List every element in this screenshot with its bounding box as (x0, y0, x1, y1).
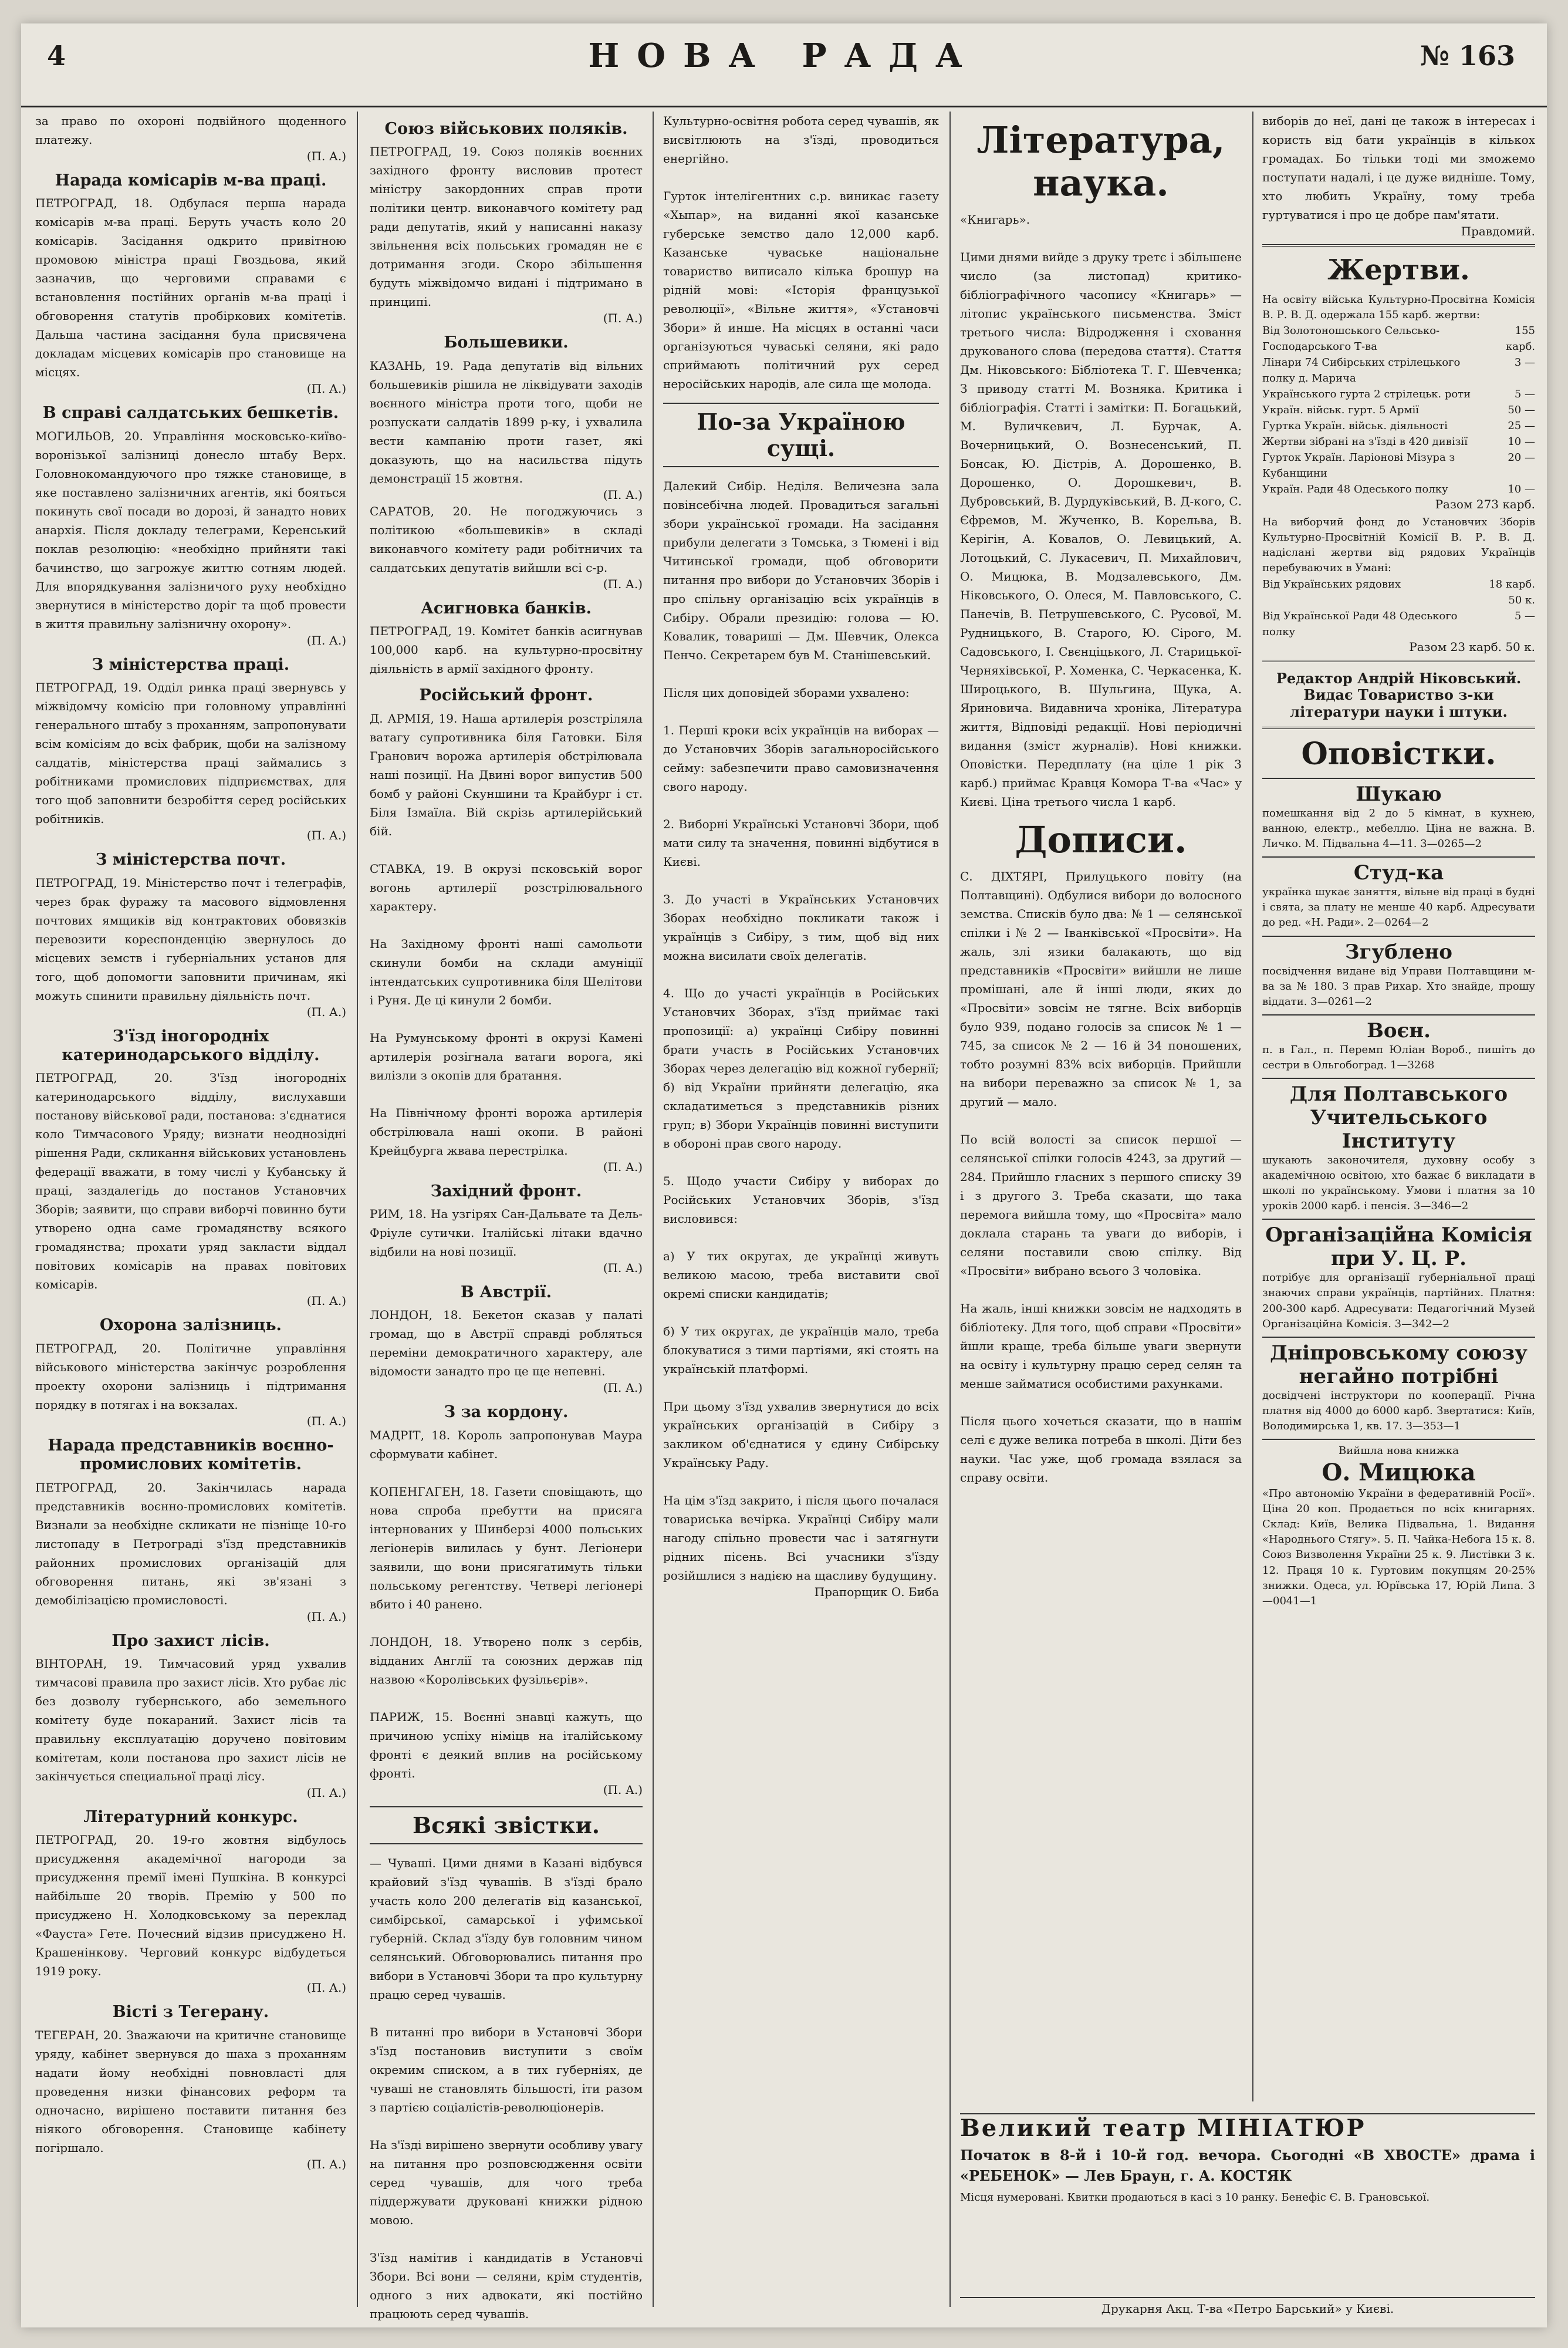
theatre-note: Місця нумеровані. Квитки продаються в касі з 10 ранку. Бенефіс Є. В. Грановської. (960, 2191, 1430, 2204)
article-list (663, 112, 939, 393)
newspaper-title: НОВА РАДА (588, 36, 980, 75)
book-ad-text: «Про автономію України в федеративній Росії». Ціна 20 коп. Продається по всіх книгарнях. Склад: Київ, Велика Підвальна, 1. Видання «Народнього Стягу». 5. П. Чайка-Небога 15 к. 8. Союз Визволення України 25 к. 9. Листівки 3 к. 12. Праця 10 к. Гуртовим покупцям 20-25% знижки. Одеса, ул. Юрївська 17, Юрій Липа. 3—0041—1 (1262, 1487, 1535, 1607)
amount: 155 карб. (1505, 325, 1535, 353)
classified-ad (1262, 1078, 1535, 1214)
column-divider (1252, 112, 1253, 2101)
article-heading: З міністерства праці. (92, 655, 290, 674)
article (35, 1436, 346, 1624)
article-body: ПЕТРОГРАД, 19. Комітет банків асигнував 100,000 карб. на культурно-просвітну діяльність в армії західного фронту. (370, 624, 643, 676)
donations-intro: На освіту війська Культурно-Просвітна Комісія В. Р. В. Д. одержала 155 карб. жертви: (1262, 294, 1535, 322)
donations-list (1262, 323, 1535, 497)
article (663, 112, 939, 393)
article-body: ТЕГЕРАН, 20. Зважаючи на критичне становище уряду, кабінет звернувся до шаха з проханням надати йому необхідні повновласті для проведення низки фінансових реформ та одночасно, вирішено поставити питання без ніякого обговорення. Становище кабінету погіршало. (35, 2027, 346, 2155)
article (663, 477, 939, 1599)
article-body: за право по охороні подвійного щоденного платежу. (35, 114, 346, 147)
classified-ad (1262, 1219, 1535, 1331)
article-heading: Російський фронт. (419, 686, 593, 705)
article-body: ПЕТРОГРАД, 20. Політичне управління військового міністерства закінчує розроблення проекту охорони залізниць і підтримання порядку в потягах і на вокзалах. (35, 1341, 346, 1412)
donations2-intro: На виборчий фонд до Установчих Зборів Культурно-Просвітній Комісії В. Р. В. Д. надіслані жертви від рядових Українців перебуваючих в Умані: (1262, 516, 1535, 575)
column-4 (960, 112, 1242, 2107)
article-signature: (П. А.) (603, 487, 643, 502)
ad-body: досвідчені інструктори по кооперації. Річна платня від 4000 до 6000 карб. Звертатися: Київ, Володимирська 1, кв. 17. 3—353—1 (1262, 1389, 1535, 1432)
donor: Від Українських рядових (1262, 578, 1401, 591)
article-signature: (П. А.) (603, 1159, 643, 1174)
section-heading: По-за Україною сущі. (663, 403, 939, 467)
article (960, 210, 1242, 811)
section-heading: Жертви. (1327, 254, 1470, 286)
book-ad-author: О. Мицюка (1322, 1459, 1476, 1487)
ad-heading: Організаційна Комісія при У. Ц. Р. (1265, 1223, 1532, 1271)
printer-footer: Друкарня Акц. Т-ва «Петро Барський» у Києві. (960, 2297, 1535, 2316)
donation-row (1262, 323, 1535, 355)
article-signature: (П. А.) (306, 2157, 346, 2171)
article-heading: Нарада представників воєнно-промислових комітетів. (48, 1436, 334, 1474)
article (370, 1403, 643, 1796)
section-heading: Всякі звістки. (370, 1806, 643, 1844)
amount: 50 — (1508, 404, 1535, 417)
article (35, 404, 346, 647)
donations-list (1262, 576, 1535, 640)
column-divider (653, 112, 654, 2307)
article-list (370, 1854, 643, 2323)
donor: Жертви зібрані на з'їзді в 420 дивізії (1262, 436, 1468, 448)
classified-ad (1262, 778, 1535, 852)
article-heading: Нарада комісарів м-ва праці. (55, 171, 327, 190)
theatre-ad (960, 2113, 1535, 2205)
donation-row (1262, 576, 1535, 608)
column-2 (370, 112, 643, 2321)
donation-row (1262, 608, 1535, 640)
donation-row (1262, 386, 1535, 402)
article-heading: Про захист лісів. (111, 1631, 270, 1650)
article (370, 686, 643, 1173)
article-body: ПЕТРОГРАД, 19. Одділ ринка праці звернувсь у міжвідомчу комісію при головному управлінні генерального штабу з проханням, запропонувати всім комісіям до всіх фабрик, щоби на залізному салдатів, міністерства праці займались з робітниками промислових підприємствах, для того щоб заповнити безробіття серед російських робітників. (35, 680, 346, 826)
article-body: КАЗАНЬ, 19. Рада депутатів від вільних большевиків рішила не ліквідувати заходів воєнного міністра проти того, щоби не розпускати салдатів 1899 р-ку, і ухвалила вести кампанію проти газет, які доказують, що на насильства підуть демонстрації 15 жовтня. (370, 358, 643, 485)
donor: Україн. військ. гурт. 5 Армії (1262, 404, 1419, 417)
article (35, 112, 346, 163)
section-heading: Оповістки. (1301, 736, 1496, 772)
classified-ad (1262, 1337, 1535, 1434)
article-signature: (П. А.) (603, 576, 643, 591)
article-heading: Охорона залізниць. (100, 1316, 282, 1335)
amount: 18 карб. 50 к. (1489, 578, 1535, 606)
ad-body: українка шукає заняття, вільне від праці в будні і свята, за плату не менше 40 карб. Адресувати до ред. «Н. Ради». 2—0264—2 (1262, 886, 1535, 929)
article-signature: (П. А.) (306, 828, 346, 843)
article-body: ПЕТРОГРАД, 20. Закінчилась нарада представників воєнно-промислових комітетів. Визнали за необхідне скликати не пізніще 10-го листопаду в Петрограді з'їзд представників районних промислових організацій для обговорення питань, які зв'язані з демобілізацією промисловості. (35, 1480, 346, 1607)
section-heading: Дописи. (1015, 818, 1187, 861)
article-heading: В Австрії. (461, 1283, 552, 1301)
article (370, 1854, 643, 2323)
article-signature: (П. А.) (603, 1782, 643, 1797)
article-body: ПЕТРОГРАД, 20. З'їзд іногородніх катеринодарського відділу, вислухавши постанову військової ради, постанова: з'єднатися коло Тимчасового Уряду; визнати неоднозідні рішення Ради, скликання військових установлень федерації вважати, в тому числі у Кубанську й праці, заздалегідь до постанов Установчих Зборів; заявити, що справи виборчі повинно бути утворено одна саме громадянству всякого громадянства; прохати уряд закласти віддал повітових комісарів на правах повітових комісарів. (35, 1071, 346, 1292)
donation-row (1262, 481, 1535, 497)
article-body: МОГИЛЬОВ, 20. Управління московсько-київо-воронізької залізниці донесло штабу Верх. Головнокомандуючого про тяжке становище, в яке поставлено залізничних агентів, які бояться покинуть свої посади во дорозі, й занадто нових анархія. Після докладу телеграми, Керенський поклав резолюцію: «необхідно прийняти такі бачинство, що загрожує життю сотням людей. Для впорядкування залізничого руху необхідно звернутися в міністерство доріг та щоб провести в життя правильну залізничну охорону». (35, 429, 346, 631)
article-body: Д. АРМІЯ, 19. Наша артилерія розстріляла ватагу супротивника біля Гатовки. Біля Гранович ворожа артилерія обстрілювала наші позиції. На Двині ворог випустив 500 бомб у районі Скуншини та Крайбург і ст. Біля Ізмаїла. Вій скрізь артилерійський бій. СТАВКА, 19. В окрузі псковській ворог вогонь артилерії розстрілювального характеру. На Західному фронті наші самольоти скинули бомби на склади амуніції інтендатських супротивника біля Шелітови і Руня. Де ці кинули 2 бомби. На Румунському фронті в окрузі Камені артилерія розігнала ватаги ворога, які вилізли з окопів для братання. На Північному фронті ворожа артилерія обстрілювала наші окопи. В районі Крейцбурга жвава перестрілка. (370, 711, 643, 1158)
column-1 (35, 112, 346, 2310)
donation-row (1262, 355, 1535, 386)
article (35, 2003, 346, 2171)
column-3 (663, 112, 939, 2310)
article-heading: Союз військових поляків. (384, 120, 628, 138)
article-heading: Асигновка банків. (420, 599, 592, 618)
article-body: «Книгарь». Цими днями вийде з друку третє і збільшене число (за листопад) критико-бібліографічного часопису «Книгарь» — літопис українського письменства. Зміст третього числа: Відродження і сховання друкованого слова (передова стаття). Стаття Дм. Ніковського: Бібліотека Т. Г. Шевченка; З приводу статті М. Возняка. Критика і бібліографія. Статті і замітки: П. Богацький, М. Вуличкевич, Л. Бурчак, А. Вочерницький, О. Вознесенський, П. Бонсак, Ю. Дістрів, А. Дорошенко, В. Дорошенко, О. Дорошкевич, В. Дубровський, В. Дурдуківський, В. Д-кого, С. Єфремов, М. Жученко, В. Корельва, В. Керігін, А. Ковалов, О. Левицький, А. Лотоцький, С. Лукасевич, П. Михайлович, О. Мицюка, В. Модзалевського, Дм. Ніковського, О. Олеся, М. Павловського, С. Панечів, В. Петрушевського, С. Русової, М. Рудницького, В. Старого, Ю. Сірого, М. Садовського, І. Свєнціцького, Л. Старицької-Черняхівської, Р. Хоменка, С. Черкасенка, К. Широцького, В. Шульгина, Щука, А. Яриновича. Видавнича хроніка, Література життя, Відповіді редакції. Нові періодичні видання (зміст журналів). Нові книжки. Оповістки. Передплату (на ціле 1 рік 3 карб.) приймає Кравця Комора Т-ва «Час» у Києві. Ціна третього числа 1 карб. (960, 212, 1242, 809)
amount: 3 — (1514, 356, 1535, 369)
article-list (960, 210, 1242, 811)
article-list (35, 112, 346, 2171)
article-body: ПЕТРОГРАД, 19. Союз поляків воєнних західного фронту висловив протест міністру закордонних справ проти політики центр. виконавчого комітету рад ради депутатів, який у написанні наказу звільнення всіх польських громадян не є дотримання згоди. Скоро збільшення будуть міжвідомчо видані і підтримано в принципі. (370, 144, 643, 309)
article-heading: Літературний конкурс. (83, 1807, 298, 1826)
article-heading: З міністерства почт. (95, 851, 286, 869)
amount: 10 — (1508, 483, 1535, 496)
article-signature: Прапорщик О. Биба (814, 1585, 939, 1599)
article-heading: Вісті з Тегерану. (112, 2003, 269, 2022)
newspaper-page (21, 23, 1547, 2327)
article-body: С. ДІХТЯРІ, Прилуцького повіту (на Полтавщині). Одбулися вибори до волосного земства. Списків було два: № 1 — селянської спілки і № 2 — Іванківської «Просвіти». На жаль, злі язики балакають, що від представників «Просвіти» вийшли не лише промішані, але й інші люди, яких до «Просвіти» зовсім не тягне. Всіх виборців було 939, подано голосів за список № 1 — 745, за список № 2 — 16 й 34 поношених, тобто розумні 83% всіх виборців. Прийшли на вибори переважно за список № 1, за другий — мало. По всій волості за список першої — селянської спілки голосів 4243, за другий — 284. Прийшло гласних з першого списку 39 і з другого 3. Треба сказати, що така перемога вийшла тому, що «Просвіта» мало доклала старань та уваги до виборів, і селяни поставили свою спілку. Від «Просвіти» вибрано всього 3 чоловіка. На жаль, інші книжки зовсім не надходять в бібліотеку. Для того, щоб справи «Просвіти» йшли краще, треба більше уваги звернути на освіту і культурну працю серед селян та менше займатися особистими рахунками. Після цього хочеться сказати, що в нашім селі є дуже велика потреба в школі. Діти без науки. Час уже, щоб громада взялася за справу освіти. (960, 869, 1242, 1485)
issue-number: № 163 (1420, 40, 1515, 72)
article-body: МАДРІТ, 18. Король запропонував Маура сформувати кабінет. КОПЕНГАГЕН, 18. Газети сповіщають, що нова спроба пребутти на присяга інтернованих у Шинберзі 4000 польських легіонерів вилилась у бунт. Легіонери заявили, що вони присягатимуть тільки польському регентству. Четвері легіонері вбито і 40 ранено. ЛОНДОН, 18. Утворено полк з сербів, відданих Англії та союзних держав під назвою «Королівських фузільєрів». ПАРИЖ, 15. Воєнні знавці кажуть, що причиною успіху німіцв на італійському фронті є деякий вплив на російському фронті. (370, 1428, 643, 1780)
donor: Лінари 74 Сибірських стрілецького полку д. Марича (1262, 356, 1461, 385)
article-signature: (П. А.) (306, 1981, 346, 1995)
article-signature: (П. А.) (306, 1294, 346, 1308)
article-signature: (П. А.) (306, 633, 346, 647)
article (370, 599, 643, 678)
article-list (370, 120, 643, 1797)
article-body: — Чуваші. Цими днями в Казані відбувся крайовий з'їзд чувашів. В з'їзді брало участь коло 200 делегатів від казанської, симбірської, самарської і уфимської губерній. Склад з'їзду був головним чином селянський. Обговорювались питання про вибори в Установчі Збори та про культурну працю серед чувашів. В питанні про вибори в Установчі Збори з'їзд постановив виступити з своїм окремим списком, а в тих губерніях, де чуваші не становлять більшості, іти разом з партією соціалістів-революціонерів. На з'їзді вирішено звернути особливу увагу на питання про розповсюдження освіти серед чувашів, для чого треба піддержувати друковані книжки рідною мовою. З'їзд намітив і кандидатів в Установчі Збори. Всі вони — селяни, крім студентів, одного з них адвокати, які постійно працюють серед чувашів. (370, 1856, 643, 2321)
article-body: виборів до неї, дані це також в інтересах і користь від бати українців в кількох громадах. Бо тільки тоді ми зможемо поступати надалі, і це дуже видніше. Тому, хто любить Україну, тому треба гуртуватися і про це добре пам'ятати. (1262, 114, 1535, 222)
donor: Українського гурта 2 стрілецьк. роти (1262, 388, 1471, 401)
amount: 5 — (1514, 609, 1535, 622)
article-body: ВІНТОРАН, 19. Тимчасовий уряд ухвалив тимчасові правила про захист лісів. Хто рубає ліс без дозволу губернського, або земельного комітету буде покараний. Захист лісів та правильну експлуатацію доручено повітовим комітетам, коли постанова про захист лісів не закінчується специальної праці лісу. (35, 1656, 346, 1783)
article-body: ПЕТРОГРАД, 20. 19-го жовтня відбулось присудження академічної нагороди за присудження премії імені Пушкіна. В конкурсі найбільше 20 творів. Премію у 500 по присуджено Н. Холодковському за переклад «Фауста» Гете. Почесний відзив присуджено Н. Крашенінкову. Черговий конкурс відбудеться 1919 року. (35, 1833, 346, 1979)
article-heading: З'їзд іногородніх катеринодарського відділу. (62, 1027, 320, 1064)
ad-body: посвідчення видане від Управи Полтавщини м-ва за № 180. З прав Рихар. Хто знайде, прошу віддати. 3—0261—2 (1262, 964, 1535, 1008)
theatre-title: Великий театр МІНІАТЮР (960, 2114, 1366, 2142)
article (370, 1182, 643, 1275)
article-signature: (П. А.) (603, 311, 643, 326)
ads-list (1262, 778, 1535, 1434)
donation-row (1262, 402, 1535, 418)
article (35, 851, 346, 1018)
ad-heading: Для Полтавського Учительського Інституту (1289, 1082, 1508, 1153)
article (35, 1632, 346, 1800)
article-heading: Большевики. (444, 333, 569, 352)
article-signature: (П. А.) (603, 1260, 643, 1275)
book-ad-lead: Вийшла нова книжка (1338, 1445, 1459, 1458)
theatre-program: Початок в 8-й і 10-й год. вечора. Сьогодні «В ХВОСТЕ» драма і «РЕБЕНОК» — Лев Браун, г. А. КОСТЯК (960, 2147, 1535, 2184)
donor: Від Золотоношського Сельсько-Господарського Т-ва (1262, 325, 1440, 353)
article-body: РИМ, 18. На узгірях Сан-Дальвате та Дель-Фріуле сутички. Італійські літаки вдачно відбили на нові позиції. (370, 1206, 643, 1259)
donor: Гурток Україн. Ларіонові Мізура з Кубанщини (1262, 451, 1455, 480)
masthead (21, 23, 1547, 107)
amount: 5 — (1514, 388, 1535, 401)
ad-heading: Дніпровському союзу негайно потрібні (1270, 1341, 1528, 1388)
donor: Від Української Ради 48 Одеського полку (1262, 609, 1458, 638)
article (370, 120, 643, 325)
ad-heading: Студ-ка (1353, 861, 1444, 885)
article-signature: (П. А.) (306, 1785, 346, 1800)
donations2-total: Разом 23 карб. 50 к. (1409, 639, 1535, 654)
donations-total: Разом 273 карб. (1435, 497, 1535, 512)
ad-body: п. в Гал., п. Перемп Юліан Вороб., пишіть до сестри в Ольгобоград. 1—3268 (1262, 1043, 1535, 1071)
section-heading: Література, наука. (976, 119, 1225, 204)
classified-ad (1262, 856, 1535, 930)
donation-row (1262, 450, 1535, 481)
amount: 20 — (1508, 451, 1535, 464)
article-signature: (П. А.) (306, 1609, 346, 1624)
ad-heading: Згублено (1345, 940, 1452, 964)
article-signature: (П. А.) (306, 1004, 346, 1019)
article-signature: (П. А.) (306, 382, 346, 396)
article-body: ПЕТРОГРАД, 18. Одбулася перша нарада комісарів м-ва праці. Беруть участь коло 20 комісарів. Засідання одкрито привітною промовою міністра праці Гвоздьова, який зазначив, що черговими справами є встановлення постійних органів м-ва праці і обговорення статутів пробіркових комітетів. Дальша частина засідання була присвячена докладам місцевих комісарів про становище на місцях. (35, 196, 346, 380)
article (35, 1027, 346, 1308)
article (35, 1316, 346, 1428)
article-heading: Західний фронт. (430, 1182, 582, 1200)
donor: Гуртка Україн. військ. діяльності (1262, 420, 1448, 433)
amount: 25 — (1508, 420, 1535, 433)
editor-line: Редактор Андрій Ніковський. Видає Товариство з-ки літератури науки і штуки. (1276, 669, 1522, 721)
article (35, 656, 346, 842)
ad-body: шукають законочителя, духовну особу з академічною освітою, хто бажає б викладати в школі по українському. Умови і платня за 10 уроків 2000 карб. і пенсія. 3—346—2 (1262, 1153, 1535, 1213)
ad-body: помешкання від 2 до 5 кімнат, в кухнею, ванною, електр., мебеллю. Ціна не важна. В. Личко. М. Підвальна 4—11. 3—0265—2 (1262, 807, 1535, 851)
donation-row (1262, 418, 1535, 434)
article-list (960, 867, 1242, 1487)
article (370, 1283, 643, 1395)
article-body: САРАТОВ, 20. Не погоджуючись з політикою «большевиків» в складі виконавчого комітету ради робітничих та салдатських депутатів вийшли всі с-р. (370, 504, 643, 575)
divider (1262, 660, 1535, 662)
article-signature: (П. А.) (306, 149, 346, 163)
article-signature: Правдомий. (1461, 224, 1535, 238)
column-divider (949, 112, 951, 2307)
divider (1262, 727, 1535, 729)
book-ad (1262, 1439, 1535, 1609)
article-heading: В справі салдатських бешкетів. (42, 404, 339, 423)
ad-heading: Шукаю (1356, 782, 1442, 806)
article-body: ЛОНДОН, 18. Бекетон сказав у палаті громад, що в Австрії справді робляться переміни демократичного характеру, але відомости занадто про це ще непевні. (370, 1308, 643, 1379)
classified-ad (1262, 936, 1535, 1010)
article-body: ПЕТРОГРАД, 19. Міністерство почт і телеграфів, через брак фуражу та масового відмовлення почтових ямщиків від контрактових обовязків перевозити кореспонденцію звернулось до місцевих земств і губерніальних установ для того, щоб допомогти заповнити причинам, які можуть спинити правильну діяльність почт. (35, 875, 346, 1003)
article-body: Культурно-освітня робота серед чувашів, як висвітлюють на з'їзді, проводиться енергійно. Гурток інтелігентних с.р. виникає газету «Хыпар», на виданні якої казанське губерське земство дало 12,000 карб. Казанське чуваське національне товариство виписало кілька брошур на рідній мові: «Історія французької революції», «Вільне життя», «Установчі Збори» й инше. На місцях в останні часи організуються чуваські селяни, які радо сприймають політичний рух серед неросійських народів, але сила ще молода. (663, 114, 939, 391)
article-heading: З за кордону. (444, 1403, 569, 1422)
donor: Україн. Ради 48 Одеського полку (1262, 483, 1448, 496)
amount: 10 — (1508, 436, 1535, 448)
column-divider (357, 112, 358, 2307)
article (35, 171, 346, 396)
divider (1262, 244, 1535, 247)
article (370, 333, 643, 501)
article (960, 867, 1242, 1487)
article-list (663, 477, 939, 1599)
ad-body: потрібує для організації губерніальної праці знаючих справи українців, партійних. Платня: 200-300 карб. Адресувати: Педагогічний Музей Організаційна Комісія. 3—342—2 (1262, 1271, 1535, 1330)
article-signature: (П. А.) (306, 1413, 346, 1428)
classified-ad (1262, 1014, 1535, 1073)
ad-heading: Воєн. (1367, 1018, 1431, 1043)
donation-row (1262, 434, 1535, 450)
article (370, 502, 643, 591)
page-number: 4 (47, 40, 66, 72)
article (35, 1808, 346, 1995)
article-signature: (П. А.) (603, 1381, 643, 1395)
article-body: Далекий Сибір. Неділя. Величезна зала повінсебічна людей. Провадиться загальні збори української громади. На засідання прибули делегати з Томська, з Тюмені і від Читинської громади, щоб обговорити питання про вибори до Установчих Зборів і про спільну організацію всіх українців в Сибіру. Обрали президію: голова — Ю. Ковалик, товариші — Дм. Шевчик, Олекса Пенчо. Секретарем був М. Станішевський. Після цих доповідей зборами ухвалено: 1. Перші кроки всіх українців на виборах — до Установчих Зборів загальноросійського сейму: забезпечити право самовизначення свого народу. 2. Виборні Українські Установчі Збори, щоб мати силу та значення, повинні відбутися в Києві. 3. До участі в Українських Установчих Зборах необхідно покликати також і українців з Сибіру, з тим, щоб від них можна висилати своїх делегатів. 4. Що до участі українців в Російських Установчих Зборах, з'їзд приймає такі пропозиції: а) українці Сибіру повинні брати участь в Російських Установчих Зборах через делегацію від кожної губернії; б) від України прийняти делегацію, яка складатиметься з представників різних груп; в) Збори Українців повинні виступити в обороні прав свого народу. 5. Щодо участи Сибіру у виборах до Російських Установчих Зборів, з'їзд висловився: a) У тих округах, де українці живуть великою масою, треба виставити свої окремі списки кандидатів; б) У тих округах, де українців мало, треба блокуватися з тими партіями, які стоять на українській платформі. При цьому з'їзд ухвалив звернутися до всіх українських організацій в Сибіру з закликом об'єднатися у єдину Сибірську Українську Раду. На цім з'їзд закрито, і після цього почалася товариська вечірка. Українці Сибіру мали нагоду спільно провести час і затягнути рідних пісень. Всі учасники з'їзду розійшлися з надією на щасливу будущину. (663, 479, 939, 1583)
column-5 (1262, 112, 1535, 2107)
